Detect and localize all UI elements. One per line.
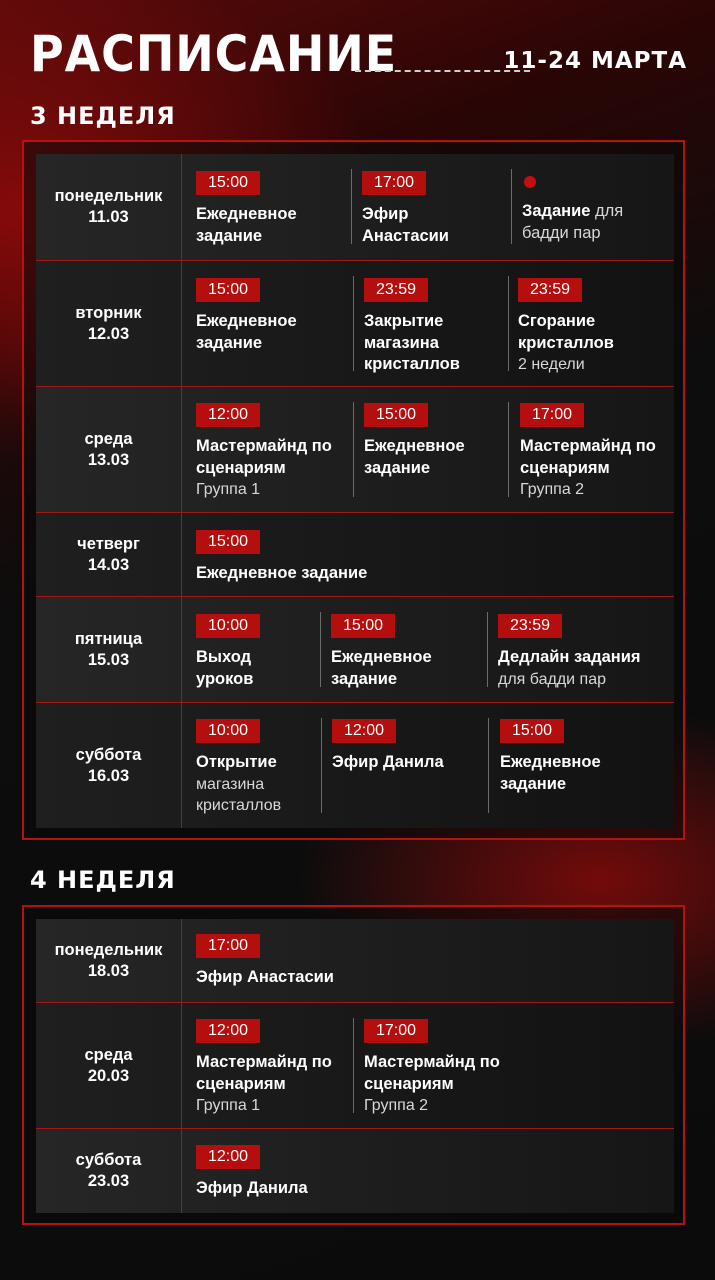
event-title: Мастермайнд по сценариям — [364, 1053, 500, 1093]
day-row — [36, 387, 674, 512]
event-divider — [353, 402, 354, 497]
day-cell — [36, 154, 182, 260]
event-subtitle: для бадди пар — [498, 670, 606, 688]
day-cell — [36, 1129, 182, 1213]
day-cell — [36, 513, 182, 596]
day-row — [36, 1003, 674, 1128]
event — [364, 403, 504, 479]
event-title: Дедлайн задания — [498, 648, 641, 666]
time-badge: 15:00 — [500, 719, 564, 743]
day-row — [36, 597, 674, 702]
event-title: Закрытие магазина кристаллов — [364, 312, 460, 373]
day-name: среда — [84, 429, 133, 448]
event-subtitle: Группа 2 — [520, 481, 585, 498]
event-title: Ежедневное задание — [331, 648, 432, 688]
day-date: 12.03 — [87, 324, 130, 343]
time-badge: 10:00 — [196, 614, 260, 638]
event-text — [522, 201, 652, 244]
event — [196, 530, 496, 585]
day-cell — [36, 261, 182, 386]
day-date: 15.03 — [87, 650, 130, 669]
day-name: пятница — [74, 629, 143, 648]
event-title: Ежедневное задание — [500, 753, 601, 793]
event — [196, 934, 496, 989]
event-title: Эфир Анастасии — [362, 205, 449, 245]
event — [196, 1019, 346, 1117]
day-date: 18.03 — [87, 961, 130, 980]
time-badge: 17:00 — [520, 403, 584, 427]
day-cell — [36, 597, 182, 702]
time-badge: 12:00 — [332, 719, 396, 743]
event — [196, 719, 316, 817]
event — [362, 171, 502, 247]
event-divider — [351, 169, 352, 244]
event-divider — [511, 169, 512, 244]
day-name: суббота — [75, 745, 142, 764]
day-name: вторник — [75, 303, 142, 322]
event-title: Открытие — [196, 753, 277, 771]
week-schedule-panel — [22, 905, 685, 1225]
event — [522, 171, 662, 244]
event-title: Ежедневное задание — [196, 205, 297, 245]
day-row — [36, 513, 674, 596]
day-name: четверг — [77, 534, 140, 553]
time-badge: 12:00 — [196, 1145, 260, 1169]
event-title: Ежедневное задание — [196, 564, 368, 582]
event-title: Ежедневное задание — [196, 312, 297, 352]
day-cell — [36, 919, 182, 1002]
event-subtitle: 2 недели — [518, 356, 585, 373]
day-date: 14.03 — [87, 555, 130, 574]
event — [520, 403, 670, 501]
time-badge: 17:00 — [196, 934, 260, 958]
time-badge: 23:59 — [498, 614, 562, 638]
week-schedule-panel — [22, 140, 685, 840]
time-badge: 12:00 — [196, 403, 260, 427]
time-badge: 17:00 — [364, 1019, 428, 1043]
event — [196, 171, 346, 247]
event-divider — [320, 612, 321, 687]
week-title: 3 НЕДЕЛЯ — [30, 102, 176, 130]
day-name: суббота — [75, 1151, 142, 1169]
event-subtitle: Группа 2 — [364, 1097, 429, 1114]
event — [518, 278, 668, 376]
week-title: 4 НЕДЕЛЯ — [30, 866, 176, 894]
day-date: 23.03 — [87, 1172, 130, 1190]
event-divider — [488, 718, 489, 813]
event-divider — [353, 1018, 354, 1113]
event-title: Эфир Анастасии — [196, 968, 334, 986]
day-name: среда — [84, 1045, 133, 1064]
time-badge: 23:59 — [518, 278, 582, 302]
event-divider — [487, 612, 488, 687]
event-subtitle: Группа 1 — [196, 1097, 261, 1114]
event-subtitle: для бадди пар — [522, 202, 624, 242]
event-divider — [508, 276, 509, 371]
day-row — [36, 154, 674, 260]
time-badge: 15:00 — [196, 530, 260, 554]
event — [364, 278, 504, 376]
event — [498, 614, 674, 690]
time-badge: 17:00 — [362, 171, 426, 195]
event — [364, 1019, 514, 1117]
event-title: Мастермайнд по сценариям — [196, 437, 332, 477]
day-date: 20.03 — [87, 1066, 130, 1085]
event — [196, 403, 346, 501]
event-title: Мастермайнд по сценариям — [520, 437, 656, 477]
day-row — [36, 919, 674, 1002]
day-row — [36, 703, 674, 828]
time-badge: 15:00 — [364, 403, 428, 427]
event-divider — [353, 276, 354, 371]
day-date: 13.03 — [87, 450, 130, 469]
time-badge: 15:00 — [196, 278, 260, 302]
time-badge: 10:00 — [196, 719, 260, 743]
day-row — [36, 261, 674, 386]
red-dot-icon — [524, 176, 536, 188]
date-range: 11-24 МАРТА — [503, 48, 687, 74]
event-title: Эфир Данила — [332, 753, 444, 771]
event — [196, 1145, 496, 1200]
event-subtitle: Группа 1 — [196, 481, 261, 498]
day-cell — [36, 703, 182, 828]
event-title: Выход уроков — [196, 648, 254, 688]
event-title: Эфир Данила — [196, 1179, 308, 1197]
time-badge: 15:00 — [196, 171, 260, 195]
event — [196, 614, 316, 690]
event — [500, 719, 650, 795]
day-name: понедельник — [54, 940, 163, 959]
event-divider — [321, 718, 322, 813]
day-name: понедельник — [54, 187, 163, 205]
event — [331, 614, 481, 690]
time-badge: 15:00 — [331, 614, 395, 638]
time-badge: 12:00 — [196, 1019, 260, 1043]
day-date: 16.03 — [87, 766, 130, 785]
event — [332, 719, 482, 774]
day-cell — [36, 1003, 182, 1128]
event — [196, 278, 346, 354]
day-row — [36, 1129, 674, 1213]
event-title: Ежедневное задание — [364, 437, 465, 477]
page-title: РАСПИСАНИЕ — [30, 25, 398, 83]
event-title: Сгорание кристаллов — [518, 312, 614, 352]
event-title: Мастермайнд по сценариям — [196, 1053, 332, 1093]
event-divider — [508, 402, 509, 497]
header — [0, 0, 715, 90]
event-subtitle: магазина кристаллов — [196, 775, 282, 814]
event-title: Задание — [522, 202, 591, 220]
day-cell — [36, 387, 182, 512]
day-date: 11.03 — [88, 208, 129, 226]
time-badge: 23:59 — [364, 278, 428, 302]
